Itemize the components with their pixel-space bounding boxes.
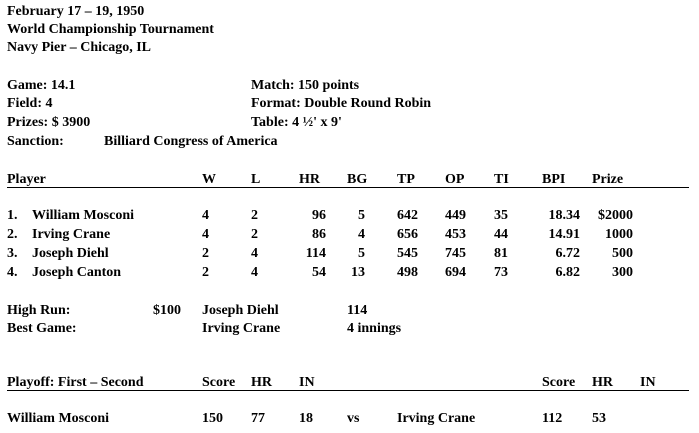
wins: 4 bbox=[202, 208, 209, 223]
playoff-left-hr: 77 bbox=[251, 411, 265, 426]
high-run-prize: $100 bbox=[153, 303, 181, 318]
tournament-format: Format: Double Round Robin bbox=[251, 96, 432, 111]
col-bg: BG bbox=[347, 172, 368, 187]
total-points: 498 bbox=[397, 265, 418, 280]
opponent-points: 694 bbox=[445, 265, 466, 280]
bpi: 14.91 bbox=[548, 227, 580, 242]
col-ti: TI bbox=[494, 172, 509, 187]
col-bpi: BPI bbox=[542, 172, 566, 187]
best-game-label: Best Game: bbox=[7, 321, 77, 336]
player-name: William Mosconi bbox=[32, 208, 135, 223]
best-game-player: Irving Crane bbox=[202, 321, 281, 336]
wins: 2 bbox=[202, 246, 209, 261]
bpi: 18.34 bbox=[548, 208, 580, 223]
best-game: 13 bbox=[351, 265, 365, 280]
col-prize: Prize bbox=[592, 172, 624, 187]
prize-fund: Prizes: $ 3900 bbox=[7, 115, 91, 130]
playoff-col-score-right: Score bbox=[542, 375, 576, 390]
high-run: 96 bbox=[312, 208, 326, 223]
playoff-col-hr-left: HR bbox=[251, 375, 272, 390]
rank: 1. bbox=[7, 208, 18, 223]
high-run: 54 bbox=[312, 265, 326, 280]
prize-amount: 300 bbox=[612, 265, 633, 280]
rank: 4. bbox=[7, 265, 18, 280]
rank: 2. bbox=[7, 227, 18, 242]
opponent-points: 453 bbox=[445, 227, 466, 242]
standings-header-rule bbox=[7, 187, 689, 188]
high-run-player: Joseph Diehl bbox=[202, 303, 279, 318]
event-date: February 17 – 19, 1950 bbox=[7, 4, 145, 19]
total-points: 642 bbox=[397, 208, 418, 223]
col-hr: HR bbox=[299, 172, 320, 187]
playoff-left-in: 18 bbox=[299, 411, 313, 426]
sanction-label: Sanction: bbox=[7, 134, 64, 149]
event-venue: Navy Pier – Chicago, IL bbox=[7, 40, 152, 55]
best-game: 5 bbox=[358, 246, 365, 261]
col-op: OP bbox=[445, 172, 465, 187]
table-size: Table: 4 ½' x 9' bbox=[251, 115, 342, 130]
prize-amount: 1000 bbox=[605, 227, 633, 242]
best-game: 4 bbox=[358, 227, 365, 242]
losses: 4 bbox=[251, 265, 258, 280]
playoff-col-in-right: IN bbox=[640, 375, 656, 390]
player-name: Irving Crane bbox=[32, 227, 111, 242]
playoff-col-in-left: IN bbox=[299, 375, 315, 390]
total-points: 656 bbox=[397, 227, 418, 242]
player-name: Joseph Diehl bbox=[32, 246, 109, 261]
col-l: L bbox=[251, 172, 261, 187]
losses: 2 bbox=[251, 227, 258, 242]
playoff-header-rule bbox=[7, 390, 689, 391]
total-innings: 73 bbox=[494, 265, 508, 280]
high-run: 114 bbox=[305, 246, 326, 261]
playoff-vs: vs bbox=[347, 411, 360, 426]
col-w: W bbox=[202, 172, 216, 187]
prize-amount: 500 bbox=[612, 246, 633, 261]
playoff-right-hr: 53 bbox=[592, 411, 606, 426]
high-run-value: 114 bbox=[347, 303, 368, 318]
wins: 4 bbox=[202, 227, 209, 242]
bpi: 6.82 bbox=[555, 265, 580, 280]
playoff-col-hr-right: HR bbox=[592, 375, 613, 390]
playoff-right-score: 112 bbox=[542, 411, 563, 426]
best-game: 5 bbox=[358, 208, 365, 223]
losses: 4 bbox=[251, 246, 258, 261]
opponent-points: 745 bbox=[445, 246, 466, 261]
total-innings: 44 bbox=[494, 227, 508, 242]
field-size: Field: 4 bbox=[7, 96, 53, 111]
playoff-left-player: William Mosconi bbox=[7, 411, 110, 426]
playoff-right-player: Irving Crane bbox=[397, 411, 476, 426]
player-name: Joseph Canton bbox=[32, 265, 122, 280]
playoff-left-score: 150 bbox=[202, 411, 223, 426]
prize-amount: $2000 bbox=[598, 208, 633, 223]
playoff-title: Playoff: First – Second bbox=[7, 375, 144, 390]
event-title: World Championship Tournament bbox=[7, 22, 214, 37]
losses: 2 bbox=[251, 208, 258, 223]
playoff-col-score-left: Score bbox=[202, 375, 236, 390]
sanction-value: Billiard Congress of America bbox=[104, 134, 278, 149]
high-run-label: High Run: bbox=[7, 303, 71, 318]
high-run: 86 bbox=[312, 227, 326, 242]
game-type: Game: 14.1 bbox=[7, 78, 76, 93]
opponent-points: 449 bbox=[445, 208, 466, 223]
bpi: 6.72 bbox=[555, 246, 580, 261]
col-tp: TP bbox=[397, 172, 415, 187]
best-game-value: 4 innings bbox=[347, 321, 402, 336]
col-player: Player bbox=[7, 172, 46, 187]
total-innings: 35 bbox=[494, 208, 508, 223]
total-innings: 81 bbox=[494, 246, 508, 261]
wins: 2 bbox=[202, 265, 209, 280]
match-length: Match: 150 points bbox=[251, 78, 360, 93]
rank: 3. bbox=[7, 246, 18, 261]
total-points: 545 bbox=[397, 246, 418, 261]
